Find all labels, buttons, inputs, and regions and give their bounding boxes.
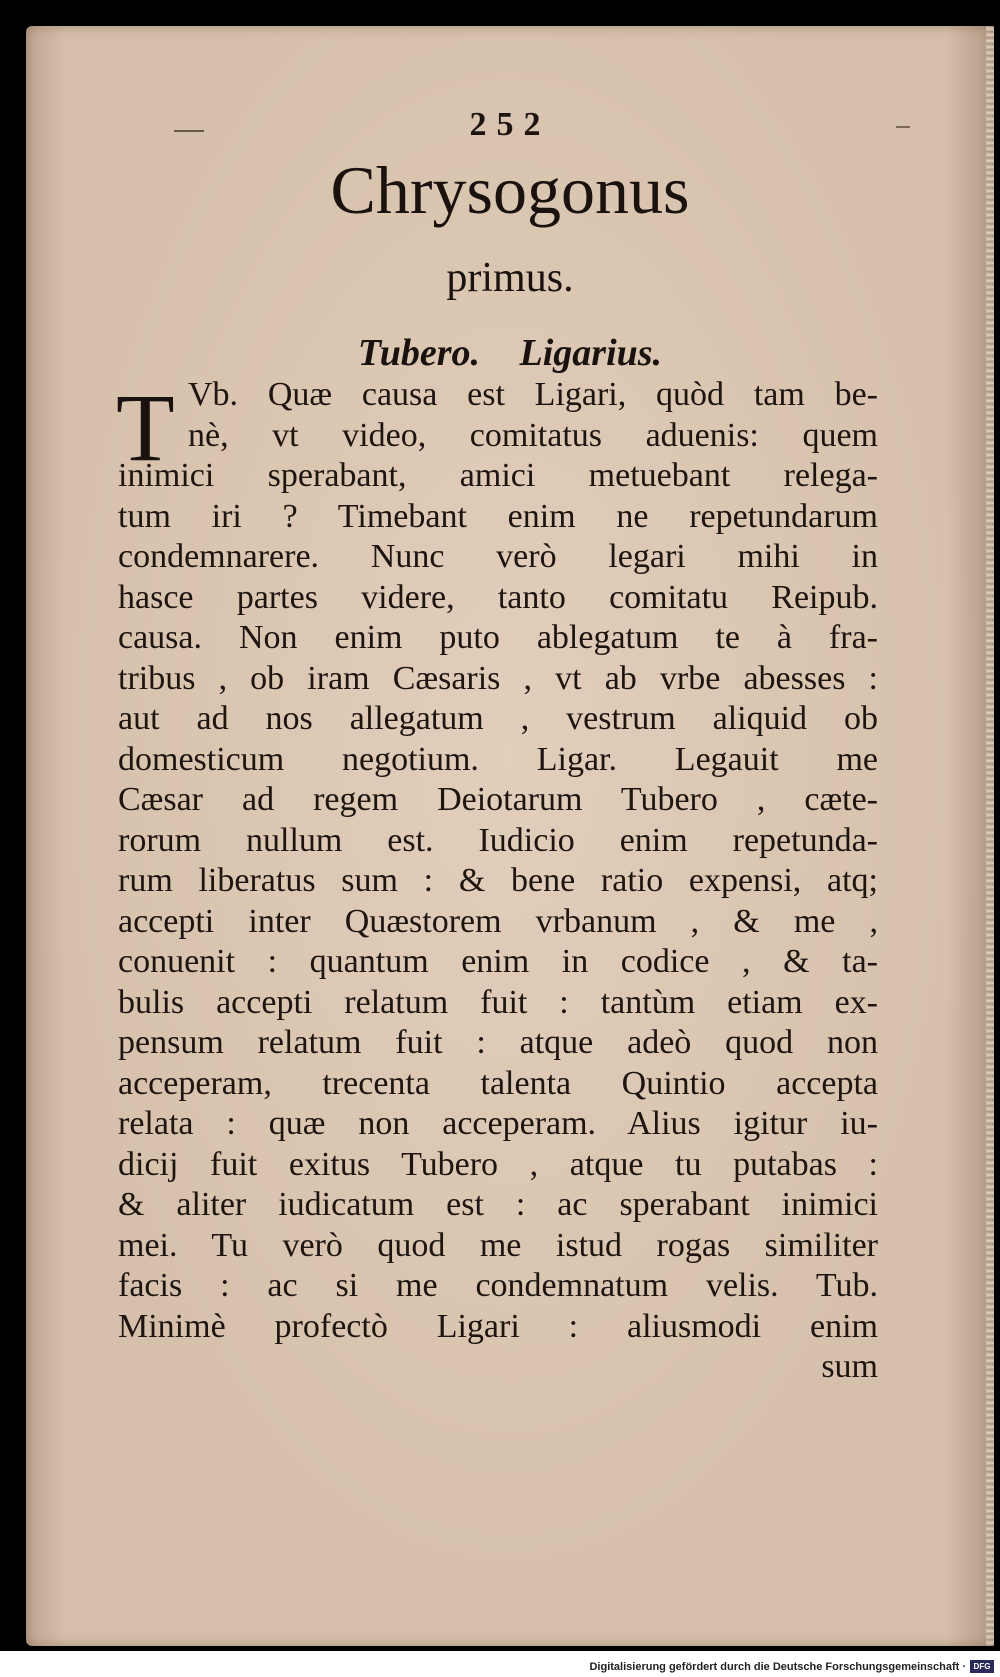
text-line: acceperam, trecenta talenta Quintio accepta [118,1064,878,1102]
body-text [118,375,878,1388]
drop-capital: T [116,374,175,481]
text-line: Minimè profectò Ligari : aliusmodi enim [118,1307,878,1345]
text-line: mei. Tu verò quod me istud rogas similiter [118,1226,878,1264]
text-line: Cæsar ad regem Deiotarum Tubero , cæte- [118,781,878,818]
footer-bar [0,1651,1000,1677]
text-line: causa. Non enim puto ablegatum te à fra- [118,619,878,656]
text-line: & aliter iudicatum est : ac sperabant inimici [118,1186,878,1223]
page-subtitle: primus. [446,255,574,301]
text-line: nè, vt video, comitatus aduenis: quem [188,416,878,454]
text-line: conuenit : quantum enim in codice , & ta- [118,943,878,980]
text-line: rorum nullum est. Iudicio enim repetunda- [118,821,878,859]
catchword: sum [821,1348,878,1385]
text-line: relata : quæ non acceperam. Alius igitur iu- [118,1105,878,1142]
text-line: hasce partes videre, tanto comitatu Reipub. [118,578,878,616]
text-line: dicij fuit exitus Tubero , atque tu putabas : [118,1145,878,1183]
speaker-heading: Tubero. Ligarius. [357,332,663,374]
page-number: 252 [469,106,551,143]
text-line: bulis accepti relatum fuit : tantùm etiam ex- [118,983,878,1021]
text-line: condemnarere. Nunc verò legari mihi in [118,538,878,575]
text-line: tribus , ob iram Cæsaris , vt ab vrbe abesses : [118,659,878,697]
text-line: aut ad nos allegatum , vestrum aliquid ob [118,700,878,737]
text-line: inimici sperabant, amici metuebant relega- [118,457,878,494]
dfg-logo: DFG [970,1660,994,1673]
text-line: pensum relatum fuit : atque adeò quod non [118,1024,878,1061]
text-line: Vb. Quæ causa est Ligari, quòd tam be- [188,376,878,413]
text-line: rum liberatus sum : & bene ratio expensi, atq; [118,862,878,899]
text-line: domesticum negotium. Ligar. Legauit me [118,740,878,778]
text-line: facis : ac si me condemnatum velis. Tub. [118,1267,878,1304]
page-title: Chrysogonus [330,152,690,228]
text-line: tum iri ? Timebant enim ne repetundarum [118,497,878,535]
text-line: accepti inter Quæstorem vrbanum , & me , [118,902,878,940]
funding-credit: Digitalisierung gefördert durch die Deutsche Forschungsgemeinschaft · [589,1661,966,1673]
